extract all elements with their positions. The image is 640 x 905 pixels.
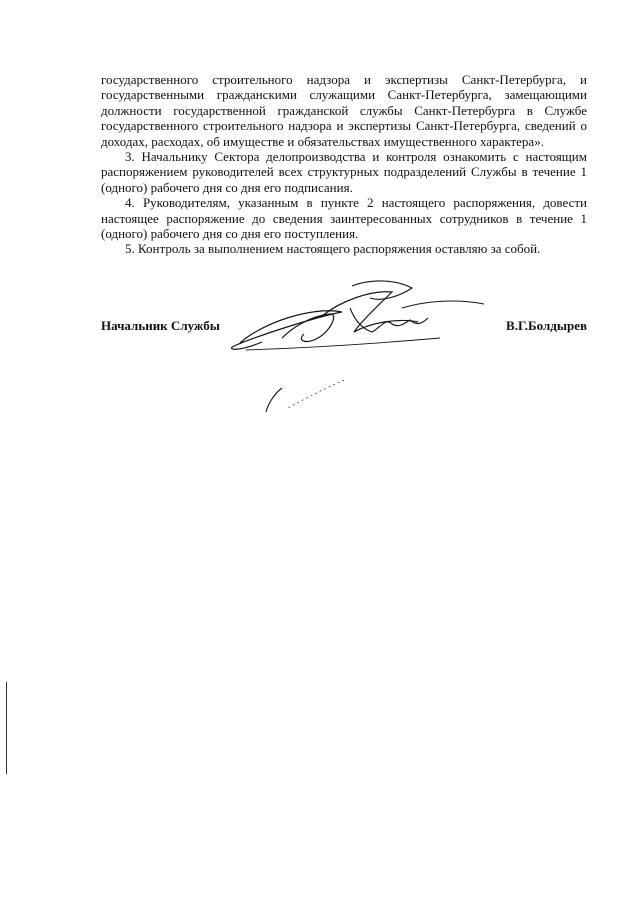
paragraph-item-5: 5. Контроль за выполнением настоящего распоряжения оставляю за собой. xyxy=(125,241,541,257)
paragraph-item-4: 4. Руководителям, указанным в пункте 2 настоящего распоряжения, довести настоящее распоряжение до сведения заинтересованных сотрудников в течение 1 (одного) рабочего дня со дня его поступления. xyxy=(101,195,587,242)
paragraph-item-3: 3. Начальнику Сектора делопроизводства и контроля ознакомить с настоящим распоряжением руководителей всех структурных подразделений Службы в течение 1 (одного) рабочего дня со дня его подписания. xyxy=(101,149,587,195)
signatory-name: В.Г.Болдырев xyxy=(506,318,587,333)
margin-line xyxy=(6,682,7,774)
document-body xyxy=(101,72,587,257)
handwritten-signature xyxy=(222,268,492,418)
paragraph-continuation: государственного строительного надзора и экспертизы Санкт-Петербурга, и государственными гражданскими служащими Санкт-Петербурга, замещающими должности государственной гражданской службы Санкт-Петербурга в Службе государственного строительного надзора и экспертизы Санкт-Петербурга, сведений о доходах, расходах, об имуществе и обязательствах имущественного характера». xyxy=(101,72,587,149)
signatory-position: Начальник Службы xyxy=(101,318,220,333)
